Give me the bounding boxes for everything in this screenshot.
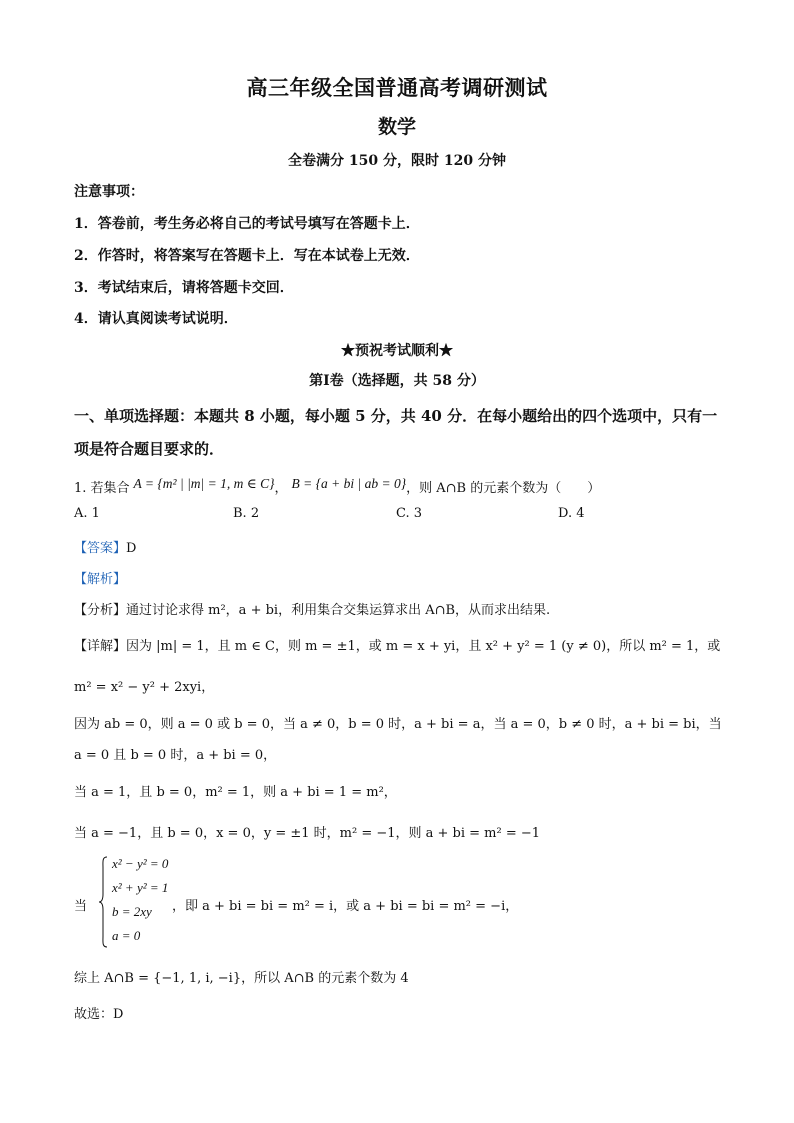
detail-label: 【详解】 <box>74 639 127 654</box>
detail-line-5: 当 a = 1，且 b = 0，m² = 1，则 a + bi = 1 = m²， <box>74 785 397 800</box>
detail-line-3: 因为 ab = 0，则 a = 0 或 b = 0，当 a ≠ 0，b = 0 时，a + bi = a，当 a = 0，b ≠ 0 时，a + bi = bi，当 <box>74 717 722 732</box>
exam-title: 高三年级全国普通高考调研测试 <box>246 75 548 100</box>
full-mark-info: 全卷满分 150 分，限时 120 分钟 <box>288 153 506 169</box>
section-instructions: 一、单项选择题：本题共 8 小题，每小题 5 分，共 40 分．在每小题给出的四个选项中，只有一项是符合题目要求的． <box>74 407 718 458</box>
subject-title: 数学 <box>377 116 416 138</box>
question-1-suffix: ，则 A∩B 的元素个数为（ ） <box>406 481 601 496</box>
fenxi-text: 通过讨论求得 m²，a + bi，利用集合交集运算求出 A∩B，从而求出结果. <box>126 603 551 618</box>
note-item: 4．请认真阅读考试说明． <box>74 311 238 327</box>
detail-line-9: 故选：D <box>74 1007 124 1022</box>
set-b-formula: B = {a + bi | ab = 0} <box>291 476 407 491</box>
detail-line-8: 综上 A∩B = {−1, 1, i, −i}，所以 A∩B 的元素个数为 4 <box>74 971 409 986</box>
answer-label: 【答案】 <box>74 541 127 556</box>
detail-line-2: m² = x² − y² + 2xyi， <box>74 680 215 695</box>
set-a-formula: A = {m² | |m| = 1, m ∈ C} <box>133 476 275 491</box>
analysis-label <box>74 568 126 587</box>
system-equation: x² − y² = 0 <box>112 856 169 871</box>
note-item: 1．答卷前，考生务必将自己的考试号填写在答题卡上． <box>74 216 420 232</box>
system-brace <box>98 856 108 948</box>
wish-line: ★预祝考试顺利★ <box>341 343 453 359</box>
answer-line <box>74 537 136 556</box>
option-b: B. 2 <box>233 506 260 521</box>
fenxi-label: 【分析】 <box>74 603 127 618</box>
detail-text-1: 因为 |m| = 1，且 m ∈ C，则 m = ±1，或 m = x + yi，且 x² + y² = 1 (y ≠ 0)，所以 m² = 1，或 <box>126 639 721 654</box>
detail-line-7: ，即 a + bi = bi = m² = i，或 a + bi = bi = m² = −i， <box>172 899 519 914</box>
note-item: 2．作答时，将答案写在答题卡上．写在本试卷上无效． <box>74 248 420 264</box>
answer-value: D <box>126 541 137 556</box>
fenxi-line <box>74 599 550 618</box>
analysis-label-text: 【解析】 <box>74 572 127 587</box>
option-a: A. 1 <box>74 506 100 521</box>
option-c: C. 3 <box>396 506 423 521</box>
option-d: D. 4 <box>558 506 585 521</box>
system-equation: a = 0 <box>112 928 141 943</box>
detail-line-7-prefix: 当 <box>74 899 88 914</box>
question-1-prefix: 1. 若集合 <box>74 481 130 496</box>
system-equation: x² + y² = 1 <box>112 880 169 895</box>
volume-title: 第Ⅰ卷（选择题，共 58 分） <box>309 373 485 389</box>
detail-line-1 <box>74 635 720 654</box>
detail-line-6: 当 a = −1，且 b = 0，x = 0，y = ±1 时，m² = −1，则 a + bi = m² = −1 <box>74 826 541 841</box>
question-1-stem <box>74 476 600 496</box>
separator: ， <box>274 481 288 496</box>
notes-heading: 注意事项： <box>74 184 144 200</box>
system-equation: b = 2xy <box>112 904 152 919</box>
note-item: 3．考试结束后，请将答题卡交回． <box>74 280 294 296</box>
detail-line-4: a = 0 且 b = 0 时，a + bi = 0， <box>74 748 277 763</box>
